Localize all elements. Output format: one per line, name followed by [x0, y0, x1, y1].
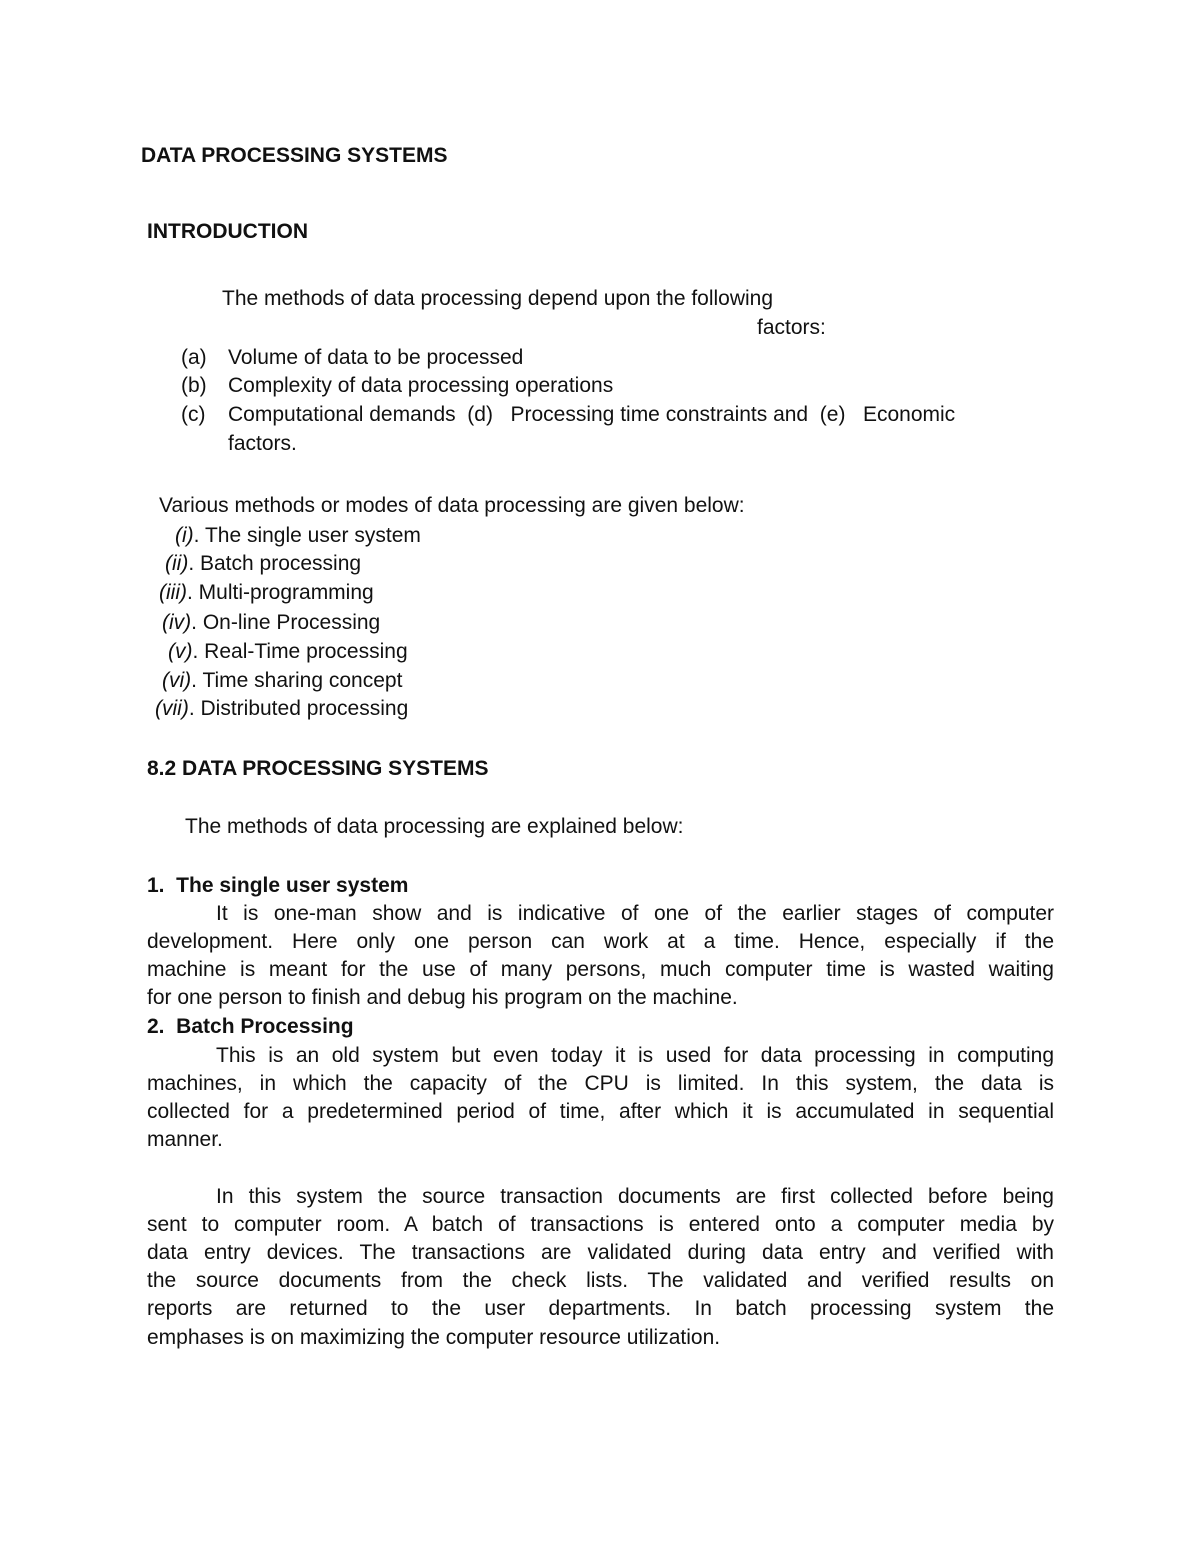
subsection-2-paragraph-2-line: the source documents from the check lists. The validated and verified results on — [147, 1269, 1054, 1292]
subsection-2-heading: 2. Batch Processing — [147, 1015, 354, 1038]
factor-text-c: Computational demands (d) Processing time constraints and (e) Economic — [228, 403, 956, 426]
subsection-1-line: machine is meant for the use of many persons, much computer time is wasted waiting — [147, 958, 1054, 981]
method-text: . On-line Processing — [191, 611, 381, 634]
methods-intro: Various methods or modes of data processing are given below: — [159, 494, 745, 517]
factor-label-a: (a) — [181, 346, 207, 369]
intro-paragraph-line-1: The methods of data processing depend upon the following — [222, 287, 774, 310]
method-number: (vii) — [155, 697, 189, 720]
subsection-1-heading: 1. The single user system — [147, 874, 409, 897]
subsection-2-paragraph-2-line: reports are returned to the user departments. In batch processing system the — [147, 1297, 1054, 1320]
subsection-2-paragraph-2-line: data entry devices. The transactions are validated during data entry and verified with — [147, 1241, 1054, 1264]
method-number: (v) — [168, 640, 193, 663]
factor-label-c: (c) — [181, 403, 206, 426]
method-number: (vi) — [162, 669, 192, 692]
factor-text-b: Complexity of data processing operations — [228, 374, 614, 397]
method-item — [175, 522, 421, 550]
subsection-2-line: machines, in which the capacity of the CPU is limited. In this system, the data is — [147, 1072, 1054, 1095]
method-text: . Batch processing — [188, 552, 362, 575]
method-item — [162, 667, 402, 695]
subsection-2-paragraph-2-line: In this system the source transaction documents are first collected before being — [216, 1185, 1054, 1208]
document-title: DATA PROCESSING SYSTEMS — [141, 144, 448, 167]
method-number: (i) — [175, 524, 194, 547]
subsection-2-paragraph-2-line: sent to computer room. A batch of transactions is entered onto a computer media by — [147, 1213, 1054, 1236]
method-number: (iii) — [159, 581, 187, 604]
method-number: (ii) — [165, 552, 189, 575]
subsection-1-line: for one person to finish and debug his program on the machine. — [147, 986, 738, 1009]
introduction-heading: INTRODUCTION — [147, 220, 308, 243]
subsection-1-line: development. Here only one person can work at a time. Hence, especially if the — [147, 930, 1054, 953]
method-text: . Real-Time processing — [192, 640, 408, 663]
section-intro: The methods of data processing are explained below: — [185, 815, 684, 838]
method-item — [168, 638, 408, 666]
method-item — [155, 695, 408, 723]
subsection-2-line: This is an old system but even today it is used for data processing in computing — [216, 1044, 1054, 1067]
method-text: . The single user system — [193, 524, 421, 547]
method-item — [165, 550, 361, 578]
method-item — [162, 609, 380, 637]
method-number: (iv) — [162, 611, 192, 634]
subsection-2-line: collected for a predetermined period of time, after which it is accumulated in sequential — [147, 1100, 1054, 1123]
method-text: . Multi-programming — [186, 581, 374, 604]
subsection-2-line: manner. — [147, 1128, 223, 1151]
factor-label-b: (b) — [181, 374, 207, 397]
subsection-1-line: It is one-man show and is indicative of one of the earlier stages of computer — [216, 902, 1054, 925]
factor-text-c-continued: factors. — [228, 432, 297, 455]
method-item — [159, 579, 374, 607]
method-text: . Time sharing concept — [191, 669, 403, 692]
intro-paragraph-line-2: factors: — [757, 316, 826, 339]
section-heading: 8.2 DATA PROCESSING SYSTEMS — [147, 757, 489, 780]
factor-text-a: Volume of data to be processed — [228, 346, 524, 369]
method-text: . Distributed processing — [188, 697, 409, 720]
subsection-2-paragraph-2-line: emphases is on maximizing the computer resource utilization. — [147, 1326, 721, 1349]
